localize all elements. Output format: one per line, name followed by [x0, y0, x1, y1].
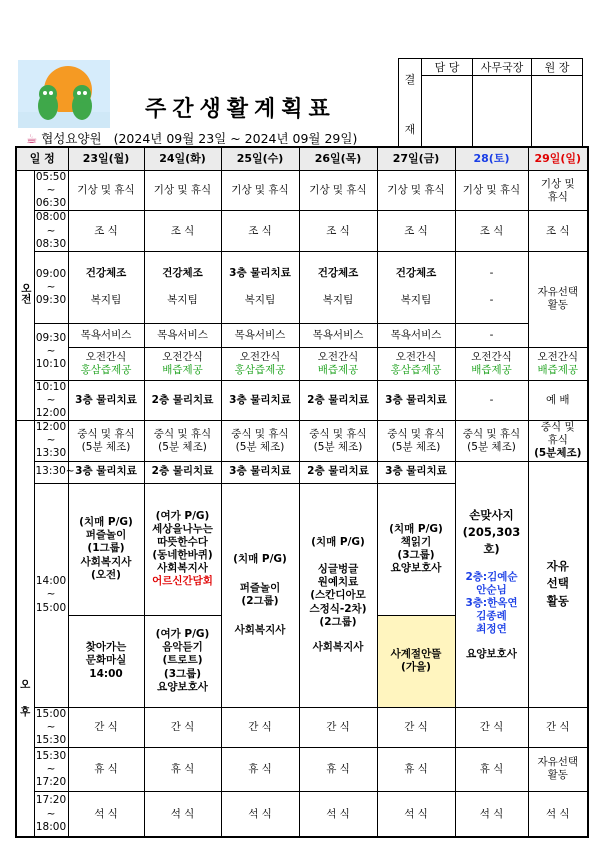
row-breakfast	[16, 211, 588, 251]
cell-dinner: 석 식	[299, 791, 377, 837]
cell-text: 활동	[546, 593, 569, 608]
time-text: 12:00 ~	[35, 421, 67, 447]
cell-text: 김종례	[476, 609, 507, 622]
cell-bath: 목욕서비스	[68, 323, 144, 347]
cell-text: 중식 및 휴식	[77, 427, 135, 440]
time-1400	[34, 483, 68, 707]
period: (2024년 09월 23일 ~ 2024년 09월 29일)	[113, 131, 358, 146]
cell-dinner: 석 식	[144, 791, 221, 837]
cell-text: 찾아가는	[85, 641, 127, 654]
time-text: 10:10 ~	[35, 380, 67, 406]
page-title: 주간생활계획표	[145, 97, 336, 122]
cell-text: 휴식	[547, 190, 568, 203]
cell-text: 요양보호사	[390, 562, 442, 575]
cell-wed-program	[221, 483, 299, 707]
cell-text: 복지팀	[244, 294, 276, 307]
cell-text: (치매 P/G)	[79, 516, 133, 529]
time-0900	[34, 251, 68, 323]
cell-wake: 기상 및 휴식	[68, 171, 144, 211]
cell-rest: 휴 식	[377, 747, 455, 791]
cell-bath: 목욕서비스	[377, 323, 455, 347]
cell-text: 배즙제공	[537, 363, 579, 376]
cell-snack: 간 식	[455, 707, 528, 747]
cell-text: (가을)	[401, 661, 431, 673]
cell-mon-program	[68, 483, 144, 615]
approval-sign-3[interactable]	[532, 76, 583, 150]
am-label-text: 오전	[19, 283, 32, 304]
time-text: 10:10	[35, 358, 67, 371]
cell-lunch-sun	[528, 421, 588, 461]
day-tue: 24일(화)	[144, 147, 221, 171]
cell-dinner: 석 식	[377, 791, 455, 837]
time-0800	[34, 211, 68, 251]
cell-breakfast: 조 식	[144, 211, 221, 251]
time-1530	[34, 747, 68, 791]
cell-sat-dash	[455, 251, 528, 323]
time-0930	[34, 323, 68, 380]
cell-text: 음악듣기	[162, 641, 203, 654]
cell-text: 홍삼즙제공	[234, 363, 286, 376]
approval-col-head: 원 장	[532, 59, 583, 76]
cell-text: (치매 P/G)	[389, 522, 443, 535]
cell-text: 건강체조	[317, 267, 359, 280]
time-text: 08:30	[35, 237, 67, 250]
cell-text: (2그룹)	[319, 615, 357, 628]
cell-text: 홍삼즙제공	[80, 363, 132, 376]
approval-sign-1[interactable]	[422, 76, 473, 150]
approval-sign-2[interactable]	[473, 76, 532, 150]
cell-physio: 3층 물리치료	[221, 461, 299, 483]
cell-snack-am	[221, 347, 299, 380]
cell-text: 퍼즐놀이	[239, 581, 281, 594]
row-wake	[16, 171, 588, 211]
header-label: 일 정	[16, 147, 68, 171]
cell-mon-program2	[68, 615, 144, 707]
cell-sat-dash: -	[455, 323, 528, 347]
cell-text: 스정식-2차)	[309, 602, 367, 615]
cell-physio-welfare	[221, 251, 299, 323]
time-text: ~	[46, 720, 56, 733]
cell-sun-program	[528, 461, 588, 707]
cell-text: 사회복지사	[234, 624, 286, 637]
cell-rest: 휴 식	[144, 747, 221, 791]
cell-lunch	[144, 421, 221, 461]
cell-text: (5분 체조)	[81, 440, 131, 453]
cell-text: 사회복지사	[312, 640, 364, 653]
cell-bath: 목욕서비스	[144, 323, 221, 347]
cell-wake: 기상 및 휴식	[455, 171, 528, 211]
cell-rest: 휴 식	[68, 747, 144, 791]
cell-snack: 간 식	[221, 707, 299, 747]
cell-text: 활동	[547, 299, 568, 312]
row-bath	[16, 323, 588, 347]
cell-text: 오전간식	[85, 350, 127, 363]
cell-text: (5분 체조)	[391, 440, 441, 453]
cell-physio: 2층 물리치료	[299, 461, 377, 483]
cell-dinner: 석 식	[221, 791, 299, 837]
cell-text: 선택	[546, 576, 569, 591]
row-lunch	[16, 421, 588, 461]
cell-text: 건강체조	[162, 267, 203, 280]
cell-physio: 2층 물리치료	[144, 380, 221, 420]
cell-snack: 간 식	[144, 707, 221, 747]
cell-text: (5분 체조)	[313, 440, 363, 453]
cell-text: (동네한바퀴)	[152, 549, 213, 561]
cell-snack-am	[299, 347, 377, 380]
cell-worship: 예 배	[528, 380, 588, 420]
cell-text: 홍삼즙제공	[390, 363, 442, 376]
am-label	[16, 171, 34, 421]
cell-text: 오전간식	[317, 350, 359, 363]
cell-snack: 간 식	[299, 707, 377, 747]
cell-text: -	[489, 267, 494, 280]
cell-snack: 간 식	[377, 707, 455, 747]
cell-text: 사계절안뜰	[390, 647, 442, 660]
cell-dinner: 석 식	[528, 791, 588, 837]
approval-side-top: 결	[404, 73, 416, 86]
cell-text: (2그룹)	[241, 595, 279, 607]
cell-text: (5분 체조)	[467, 440, 516, 453]
cell-breakfast: 조 식	[68, 211, 144, 251]
cell-text: 문화마실	[85, 654, 127, 667]
cell-text: 중식 및 휴식	[387, 427, 445, 440]
cell-text: 3층 물리치료	[229, 267, 291, 280]
day-sat: 28(토)	[455, 147, 528, 171]
cell-bath: 목욕서비스	[221, 323, 299, 347]
time-text: 09:00 ~	[35, 267, 67, 293]
cell-text: -	[489, 294, 494, 307]
cell-text: 휴식	[547, 434, 568, 447]
day-sun: 29일(일)	[528, 147, 588, 171]
row-dinner	[16, 791, 588, 837]
time-text: 17:20	[35, 775, 67, 788]
cell-physio: 2층 물리치료	[299, 380, 377, 420]
cell-thu-program	[299, 483, 377, 707]
time-1330: 13:30~	[34, 461, 68, 483]
cell-lunch	[68, 421, 144, 461]
cell-text: 건강체조	[85, 267, 127, 280]
cell-text: 책읽기	[400, 535, 432, 548]
cell-text: 14:00	[89, 667, 123, 680]
cell-text: 자유	[546, 559, 569, 574]
cell-snack: 간 식	[528, 707, 588, 747]
time-text: 06:30	[35, 197, 67, 210]
cell-rest-sun	[528, 747, 588, 791]
cell-exercise-welfare	[299, 251, 377, 323]
header-row	[16, 147, 588, 171]
time-text: 17:20	[35, 794, 67, 807]
cell-dinner: 석 식	[68, 791, 144, 837]
approval-col-manager: 담 당	[422, 59, 473, 76]
cell-text: 오전간식	[471, 350, 512, 363]
cell-sat-program	[455, 461, 528, 707]
cell-snack-am	[455, 347, 528, 380]
cell-text: 자유선택	[537, 286, 579, 299]
time-text: ~	[46, 807, 56, 820]
cell-text: (3그룹)	[397, 549, 435, 561]
pm-label-prefix: 오	[20, 678, 31, 691]
cell-text: 요양보호사	[157, 680, 208, 693]
cell-bath: 목욕서비스	[299, 323, 377, 347]
pm-label	[16, 421, 34, 838]
cell-text: 복지팀	[400, 294, 432, 307]
cell-physio: 3층 물리치료	[221, 380, 299, 420]
cell-text: 요양보호사	[466, 648, 517, 661]
cell-text: 중식 및 휴식	[153, 427, 212, 440]
cell-text: 중식 및 휴식	[309, 427, 367, 440]
cell-text: (205,303호)	[462, 525, 521, 557]
cell-wake: 기상 및 휴식	[144, 171, 221, 211]
cell-text: 3층:한옥연	[465, 596, 518, 609]
cell-text: 안순님	[476, 583, 507, 596]
cell-breakfast: 조 식	[299, 211, 377, 251]
time-text: 15:00	[35, 601, 67, 614]
cell-snack: 간 식	[68, 707, 144, 747]
cell-text: 복지팀	[90, 294, 122, 307]
cell-physio: 2층 물리치료	[144, 461, 221, 483]
day-thu: 26일(목)	[299, 147, 377, 171]
approval-col-director: 사무국장	[473, 59, 532, 76]
cell-text: 중식 및 휴식	[462, 427, 521, 440]
cell-snack-am	[68, 347, 144, 380]
cell-lunch	[455, 421, 528, 461]
cell-text: (치매 P/G)	[233, 552, 287, 565]
cell-text: 자유선택	[537, 756, 579, 769]
cell-text: 싱글벙글	[317, 563, 359, 576]
time-1720	[34, 791, 68, 837]
cell-physio: 3층 물리치료	[68, 461, 144, 483]
cell-lunch	[299, 421, 377, 461]
row-rest	[16, 747, 588, 791]
cell-sun-free	[528, 251, 588, 347]
time-text: 12:00	[35, 407, 67, 419]
cell-text: 손맞사지	[469, 507, 514, 522]
subtitle-line	[26, 129, 357, 147]
cell-text: 복지팀	[322, 294, 354, 307]
approval-side	[399, 59, 422, 150]
day-mon: 23일(월)	[68, 147, 144, 171]
time-text: 09:30	[35, 293, 67, 306]
cell-wake-sun	[528, 171, 588, 211]
cell-fri-program2	[377, 615, 455, 707]
cell-breakfast: 조 식	[528, 211, 588, 251]
row-physio	[16, 380, 588, 420]
org-logo-icon: ☕	[26, 131, 38, 146]
cell-tue-program	[144, 483, 221, 615]
time-1200	[34, 421, 68, 461]
cell-dinner: 석 식	[455, 791, 528, 837]
cell-exercise-welfare	[377, 251, 455, 323]
pm-label-text: 후	[20, 705, 31, 718]
day-wed: 25일(수)	[221, 147, 299, 171]
cell-wake: 기상 및 휴식	[221, 171, 299, 211]
cell-text: 기상 및	[540, 177, 575, 190]
cell-text: 오전간식	[239, 350, 281, 363]
row-1330	[16, 461, 588, 483]
cell-text: (여가 P/G)	[155, 628, 210, 641]
time-text: ~	[46, 762, 56, 775]
cell-exercise-welfare	[68, 251, 144, 323]
cell-lunch	[377, 421, 455, 461]
cell-text: 오전간식	[395, 350, 437, 363]
cell-text: (트로트)	[162, 654, 203, 667]
row-0900	[16, 251, 588, 323]
cell-text: 사회복지사	[157, 562, 208, 575]
time-text: 05:50 ~	[35, 171, 67, 197]
cell-snack-am	[528, 347, 588, 380]
cell-text: 배즙제공	[471, 363, 512, 376]
logo-image	[18, 60, 110, 128]
cell-text: 2층:김예순	[465, 570, 518, 583]
cell-text: (3그룹)	[163, 667, 202, 680]
cell-text: 건강체조	[395, 267, 437, 280]
time-text: 18:00	[35, 820, 67, 833]
time-text: 14:00 ~	[35, 575, 67, 601]
cell-rest: 휴 식	[299, 747, 377, 791]
cell-text: (여가 P/G)	[155, 509, 210, 522]
cell-fri-program	[377, 483, 455, 615]
cell-rest: 휴 식	[221, 747, 299, 791]
cell-text: 어르신간담회	[152, 575, 213, 588]
cell-text: 배즙제공	[162, 363, 203, 376]
time-text: 15:00	[35, 707, 67, 720]
cell-text: 활동	[547, 769, 568, 782]
cell-text: 배즙제공	[317, 363, 359, 376]
time-text: 13:30	[35, 447, 67, 460]
cell-text: (5분 체조)	[235, 440, 285, 453]
time-text: 08:00 ~	[35, 211, 67, 237]
day-fri: 27일(금)	[377, 147, 455, 171]
cell-breakfast: 조 식	[377, 211, 455, 251]
cell-snack-am	[377, 347, 455, 380]
time-1500	[34, 707, 68, 747]
row-snack-am	[16, 347, 588, 380]
cell-wake: 기상 및 휴식	[377, 171, 455, 211]
cell-text: 원예치료	[317, 576, 359, 589]
cell-breakfast: 조 식	[455, 211, 528, 251]
cell-breakfast: 조 식	[221, 211, 299, 251]
cell-text: 중식 및	[540, 421, 575, 434]
cell-text: 세상을나누는	[152, 522, 213, 535]
cell-text: (1그룹)	[87, 542, 125, 555]
row-snack-pm	[16, 707, 588, 747]
cell-text: 오전간식	[537, 350, 579, 363]
cell-rest: 휴 식	[455, 747, 528, 791]
time-text: 09:30 ~	[35, 332, 67, 358]
schedule-table	[15, 146, 589, 838]
approval-side-bottom: 재	[404, 123, 416, 136]
cell-text: 퍼즐놀이	[85, 529, 127, 542]
cell-text: (오전)	[91, 568, 121, 581]
cell-exercise-welfare	[144, 251, 221, 323]
cell-text: (스칸디아모	[310, 589, 366, 602]
approval-box	[398, 58, 583, 150]
org-name: 협성요양원	[41, 131, 102, 146]
cell-physio: 3층 물리치료	[377, 461, 455, 483]
time-text: 15:30	[35, 749, 67, 762]
cell-text: (5분체조)	[534, 447, 582, 460]
cell-text: 복지팀	[167, 294, 198, 307]
cell-text: (5분 체조)	[158, 440, 207, 453]
cell-text: (치매 P/G)	[311, 536, 365, 549]
cell-snack-am	[144, 347, 221, 380]
cell-text: 사회복지사	[80, 555, 132, 568]
cell-text: 최정연	[476, 623, 507, 635]
time-0550	[34, 171, 68, 211]
cell-tue-program2	[144, 615, 221, 707]
time-text: 15:30	[35, 733, 67, 746]
cell-physio: 3층 물리치료	[377, 380, 455, 420]
cell-physio: 3층 물리치료	[68, 380, 144, 420]
cell-sat-dash: -	[455, 380, 528, 420]
cell-text: 따뜻한수다	[157, 535, 208, 548]
cell-lunch	[221, 421, 299, 461]
cell-text: 중식 및 휴식	[231, 427, 289, 440]
cell-wake: 기상 및 휴식	[299, 171, 377, 211]
cell-text: 오전간식	[162, 350, 203, 363]
time-1010	[34, 380, 68, 420]
